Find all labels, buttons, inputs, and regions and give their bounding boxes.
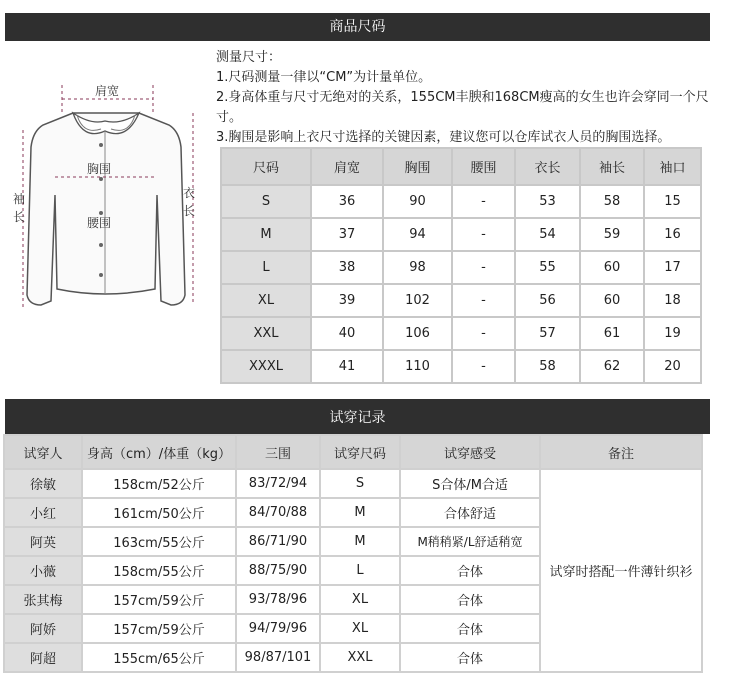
size-cell: S xyxy=(222,186,310,217)
tester-name-cell: 徐敏 xyxy=(5,470,81,497)
section-title: 商品尺码 xyxy=(329,19,386,35)
table-cell: 38 xyxy=(312,252,382,283)
label-length-2: 长 xyxy=(183,204,196,218)
table-cell: XL xyxy=(321,586,399,613)
table-cell: 106 xyxy=(384,318,451,349)
table-cell: 57 xyxy=(516,318,579,349)
note-line: 1.尺码测量一律以“CM”为计量单位。 xyxy=(216,70,432,85)
shirt-measurement-diagram xyxy=(5,75,210,315)
table-cell: 61 xyxy=(581,318,643,349)
header-cell: 试穿感受 xyxy=(401,436,539,468)
table-cell: - xyxy=(453,219,514,250)
table-row xyxy=(222,285,700,316)
header-cell: 试穿尺码 xyxy=(321,436,399,468)
table-row xyxy=(222,186,700,217)
header-cell: 试穿人 xyxy=(5,436,81,468)
table-cell: 94/79/96 xyxy=(237,615,319,642)
header-cell: 身高（cm）/体重（kg） xyxy=(83,436,235,468)
size-cell: M xyxy=(222,219,310,250)
tester-name-cell: 张其梅 xyxy=(5,586,81,613)
table-cell: 15 xyxy=(645,186,700,217)
header-cell: 胸围 xyxy=(384,149,451,184)
table-cell: 41 xyxy=(312,351,382,382)
tester-name-cell: 小薇 xyxy=(5,557,81,584)
table-cell: 合体 xyxy=(401,615,539,642)
table-cell: - xyxy=(453,252,514,283)
size-chart-table xyxy=(220,147,702,384)
table-cell: XXL xyxy=(321,644,399,671)
table-cell: 98 xyxy=(384,252,451,283)
table-cell: 90 xyxy=(384,186,451,217)
table-cell: 110 xyxy=(384,351,451,382)
section-header-trial xyxy=(5,399,710,434)
remark-cell: 试穿时搭配一件薄针织衫 xyxy=(541,470,701,671)
note-line: 2.身高体重与尺寸无绝对的关系，155CM丰腴和168CM瘦高的女生也许会穿同一个尺 xyxy=(216,90,709,105)
table-cell: 16 xyxy=(645,219,700,250)
section-title: 试穿记录 xyxy=(329,410,386,426)
table-cell: 84/70/88 xyxy=(237,499,319,526)
tester-name-cell: 小红 xyxy=(5,499,81,526)
measurement-notes xyxy=(216,48,716,148)
table-cell: 155cm/65公斤 xyxy=(83,644,235,671)
table-cell: 53 xyxy=(516,186,579,217)
table-cell: - xyxy=(453,285,514,316)
table-cell: M xyxy=(321,528,399,555)
table-cell: 54 xyxy=(516,219,579,250)
size-cell: XL xyxy=(222,285,310,316)
size-cell: L xyxy=(222,252,310,283)
size-cell: XXXL xyxy=(222,351,310,382)
label-length-1: 衣 xyxy=(183,186,196,200)
table-cell: - xyxy=(453,186,514,217)
table-cell: 59 xyxy=(581,219,643,250)
table-cell: 20 xyxy=(645,351,700,382)
table-row xyxy=(222,252,700,283)
header-cell: 腰围 xyxy=(453,149,514,184)
table-header-row xyxy=(222,149,700,184)
table-row xyxy=(5,470,701,497)
table-cell: 40 xyxy=(312,318,382,349)
size-cell: XXL xyxy=(222,318,310,349)
notes-heading: 测量尺寸： xyxy=(216,50,282,65)
note-line: 寸。 xyxy=(216,110,243,125)
header-cell: 备注 xyxy=(541,436,701,468)
table-cell: 62 xyxy=(581,351,643,382)
table-cell: 102 xyxy=(384,285,451,316)
table-cell: 158cm/52公斤 xyxy=(83,470,235,497)
table-cell: 86/71/90 xyxy=(237,528,319,555)
header-cell: 三围 xyxy=(237,436,319,468)
fitting-record-table xyxy=(3,434,703,673)
label-chest: 胸围 xyxy=(86,162,112,176)
table-cell: S xyxy=(321,470,399,497)
table-cell: 58 xyxy=(516,351,579,382)
header-cell: 衣长 xyxy=(516,149,579,184)
table-cell: 157cm/59公斤 xyxy=(83,615,235,642)
table-cell: 合体舒适 xyxy=(401,499,539,526)
table-cell: 36 xyxy=(312,186,382,217)
table-cell: XL xyxy=(321,615,399,642)
tester-name-cell: 阿英 xyxy=(5,528,81,555)
label-sleeve-2: 长 xyxy=(13,210,26,224)
table-cell: 93/78/96 xyxy=(237,586,319,613)
table-cell: 158cm/55公斤 xyxy=(83,557,235,584)
table-cell: 58 xyxy=(581,186,643,217)
table-cell: M稍稍紧/L舒适稍宽 xyxy=(401,528,539,555)
label-shoulder: 肩宽 xyxy=(94,84,120,98)
header-cell: 肩宽 xyxy=(312,149,382,184)
table-cell: 88/75/90 xyxy=(237,557,319,584)
table-cell: S合体/M合适 xyxy=(401,470,539,497)
table-cell: 合体 xyxy=(401,557,539,584)
tester-name-cell: 阿超 xyxy=(5,644,81,671)
table-cell: 19 xyxy=(645,318,700,349)
header-cell: 袖口 xyxy=(645,149,700,184)
table-cell: 合体 xyxy=(401,586,539,613)
table-cell: - xyxy=(453,351,514,382)
table-row xyxy=(222,219,700,250)
table-cell: 60 xyxy=(581,285,643,316)
table-cell: - xyxy=(453,318,514,349)
table-cell: 163cm/55公斤 xyxy=(83,528,235,555)
table-cell: 161cm/50公斤 xyxy=(83,499,235,526)
tester-name-cell: 阿娇 xyxy=(5,615,81,642)
table-cell: 60 xyxy=(581,252,643,283)
table-cell: 18 xyxy=(645,285,700,316)
table-cell: L xyxy=(321,557,399,584)
label-waist: 腰围 xyxy=(86,216,112,230)
table-cell: 37 xyxy=(312,219,382,250)
table-cell: 39 xyxy=(312,285,382,316)
table-cell: 98/87/101 xyxy=(237,644,319,671)
table-cell: 83/72/94 xyxy=(237,470,319,497)
table-cell: 55 xyxy=(516,252,579,283)
header-cell: 尺码 xyxy=(222,149,310,184)
table-cell: 56 xyxy=(516,285,579,316)
table-cell: 157cm/59公斤 xyxy=(83,586,235,613)
table-cell: M xyxy=(321,499,399,526)
note-line: 3.胸围是影响上衣尺寸选择的关键因素，建议您可以仓库试衣人员的胸围选择。 xyxy=(216,130,671,145)
table-header-row xyxy=(5,436,701,468)
section-header-size xyxy=(5,13,710,41)
table-cell: 94 xyxy=(384,219,451,250)
table-cell: 17 xyxy=(645,252,700,283)
table-cell: 合体 xyxy=(401,644,539,671)
header-cell: 袖长 xyxy=(581,149,643,184)
shirt-illustration xyxy=(5,75,210,315)
table-row xyxy=(222,318,700,349)
label-sleeve-1: 袖 xyxy=(13,192,26,206)
table-row xyxy=(222,351,700,382)
